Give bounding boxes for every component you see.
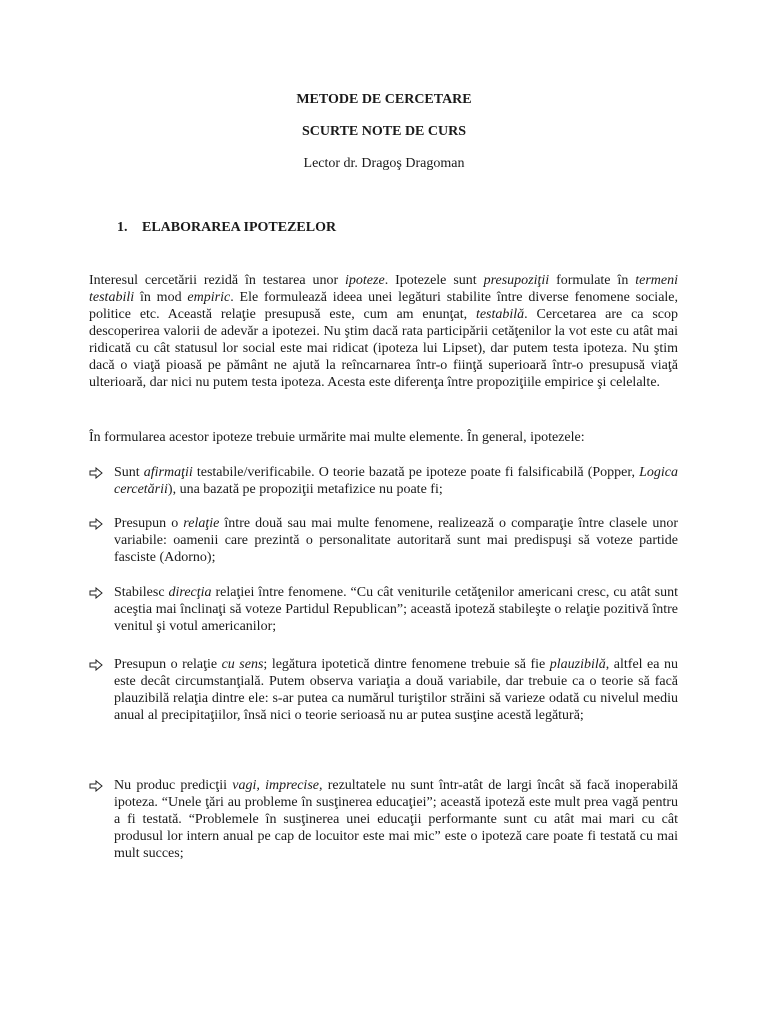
text-run: Presupun o — [114, 516, 184, 531]
text-run: în mod — [134, 290, 188, 305]
paragraph-intro — [89, 272, 678, 391]
arrow-bullet-icon — [89, 777, 109, 792]
text-run: formulate în — [549, 273, 636, 288]
text-run-italic: Logica cercetării — [114, 465, 678, 497]
bullet-item — [89, 656, 678, 724]
text-run: între două sau mai multe fenomene, realizează o comparaţie între clasele unor variabile: oamenii care prezintă o personalitate autoritară sunt mai predispuşi să voteze partide fasciste (Adorno); — [114, 516, 678, 565]
text-run: Interesul cercetării rezidă în testarea unor — [89, 273, 346, 288]
text-run-italic: direcţia — [168, 585, 212, 600]
arrow-bullet-icon — [89, 464, 109, 479]
document-title: METODE DE CERCETARE — [296, 92, 472, 107]
text-run: , rezultatele nu sunt într-atât de largi încât să facă inoperabilă ipoteza. “Unele ţări au probleme în susţinerea educaţiei”; această ipoteză este mult prea vagă pentru a fi testată. “Problemele în susţinerea unei educaţii performante sunt cu atât mai mari cu cât produsul lor intern anual pe cap de locuitor este mai mic” este o ipoteză care poate fi testată cu mai mult succes; — [114, 778, 679, 861]
section-title: ELABORAREA IPOTEZELOR — [142, 220, 337, 235]
bullet-item — [89, 464, 678, 498]
text-run: Stabilesc — [114, 585, 169, 600]
text-run-italic: testabilă — [475, 307, 525, 322]
bullet-item — [89, 515, 678, 566]
text-run: Sunt — [114, 465, 144, 480]
arrow-bullet-icon — [89, 515, 109, 530]
arrow-bullet-icon — [89, 584, 109, 599]
text-run: . Ele formulează ideea unei legături stabilite între diverse fenomene sociale, politice etc. Această relaţie presupusă este, cum am enunţat, — [89, 290, 679, 322]
document-author: Lector dr. Dragoş Dragoman — [303, 156, 465, 171]
text-run-italic: vagi, imprecise — [232, 778, 319, 793]
text-run: ), una bazată pe propoziţii metafizice nu poate fi; — [167, 482, 443, 497]
text-run-italic: termeni testabili — [89, 273, 679, 305]
text-run: , altfel ea nu este decât circumstanţială. Putem observa variaţia a două variabile, dar trebuie ca o teorie să facă plauzibilă relaţia dintre ele: s-ar putea ca numărul turiştilor străini să varieze odată cu nivelul mediu anual al precipitaţiilor, însă nici o teorie serioasă nu ar putea susţine acestă legătură; — [114, 657, 678, 723]
text-run-italic: afirmaţii — [143, 465, 193, 480]
bullet-item — [89, 777, 678, 862]
text-run-italic: relaţie — [183, 516, 220, 531]
text-run: relaţiei între fenomene. “Cu cât veniturile cetăţenilor americani cresc, cu atât sunt aceştia mai înclinaţi să voteze Partidul Republican”; această ipoteză stabileşte o relaţie pozitivă între venitul şi votul americanilor; — [114, 585, 678, 634]
text-run: . Ipotezele sunt — [384, 273, 484, 288]
paragraph-elements: În formularea acestor ipoteze trebuie urmărite mai multe elemente. În general, ipotezele: — [89, 430, 585, 445]
text-run: . Cercetarea are ca scop descoperirea valorii de adevăr a ipotezei. Nu ştim dacă rata participării cetăţenilor la vot este cu atât mai ridicată cu cât statusul lor social este mai ridicat (ipoteza lui Lipset), dar putem testa ipoteza. Nu ştim dacă o viaţă pioasă pe pământ ne ajută la reîncarnarea într-o fiinţă superioară într-o presupusă viaţă ulterioară, dar nici nu putem testa ipoteza. Acesta este diferenţa între propoziţiile empirice şi celelalte. — [89, 307, 678, 390]
text-run-italic: cu sens — [221, 657, 264, 672]
arrow-bullet-icon — [89, 656, 109, 671]
text-run-italic: presupoziţii — [483, 273, 550, 288]
text-run-italic: ipoteze — [345, 273, 385, 288]
text-run-italic: empiric — [187, 290, 231, 305]
text-run: Presupun o relaţie — [114, 657, 222, 672]
bullet-item — [89, 584, 678, 635]
text-run: ; legătura ipotetică dintre fenomene trebuie să fie — [263, 657, 550, 672]
document-subtitle: SCURTE NOTE DE CURS — [301, 124, 467, 139]
text-run-italic: plauzibilă — [549, 657, 606, 672]
text-run: testabile/verificabile. O teorie bazată pe ipoteze poate fi falsificabilă (Popper, — [192, 465, 640, 480]
section-heading — [117, 220, 336, 236]
section-number: 1. — [117, 220, 128, 235]
text-run: Nu produc predicţii — [114, 778, 233, 793]
